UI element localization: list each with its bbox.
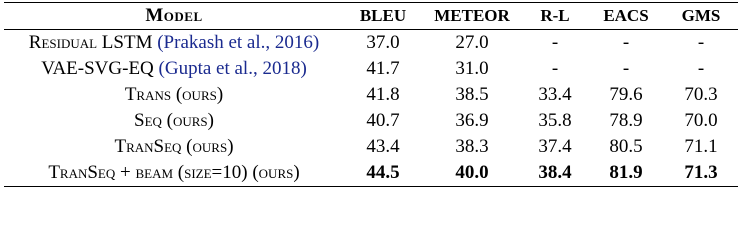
gms-cell: 70.0: [684, 110, 718, 131]
meteor-cell: 40.0: [422, 160, 522, 187]
gms-cell: 70.3: [684, 84, 718, 105]
table-row: [4, 134, 738, 160]
bleu-cell: 44.5: [344, 160, 422, 187]
meteor-cell: 27.0: [455, 32, 489, 53]
header-eacs: EACS: [588, 3, 664, 30]
eacs-cell: 79.6: [609, 84, 643, 105]
gms-cell: -: [697, 58, 705, 79]
meteor-cell: 36.9: [455, 110, 489, 131]
header-row: [4, 3, 738, 30]
eacs-cell: 80.5: [609, 136, 643, 157]
header-gms: GMS: [664, 3, 738, 30]
table-row: [4, 82, 738, 108]
rl-cell: -: [551, 58, 559, 79]
rl-cell: 33.4: [538, 84, 572, 105]
model-name: TranSeq + beam (size=10) (ours): [4, 160, 344, 187]
gms-cell: -: [697, 32, 705, 53]
table-row: [4, 108, 738, 134]
rl-cell: 35.8: [538, 110, 572, 131]
header-model: Model: [4, 3, 344, 30]
citation-link[interactable]: (Prakash et al., 2016): [157, 32, 320, 53]
header-rl: R-L: [522, 3, 588, 30]
results-table: [4, 2, 738, 187]
bleu-cell: 41.7: [366, 58, 400, 79]
eacs-cell: -: [622, 32, 630, 53]
header-meteor: METEOR: [422, 3, 522, 30]
eacs-cell: 81.9: [588, 160, 664, 187]
bleu-cell: 40.7: [366, 110, 400, 131]
rl-cell: -: [551, 32, 559, 53]
bleu-cell: 43.4: [366, 136, 400, 157]
meteor-cell: 38.5: [455, 84, 489, 105]
table-row: [4, 56, 738, 82]
eacs-cell: 78.9: [609, 110, 643, 131]
eacs-cell: -: [622, 58, 630, 79]
model-name: TranSeq (ours): [114, 136, 234, 157]
rl-cell: 37.4: [538, 136, 572, 157]
gms-cell: 71.1: [684, 136, 718, 157]
rl-cell: 38.4: [522, 160, 588, 187]
model-cell: [4, 30, 344, 57]
gms-cell: 71.3: [664, 160, 738, 187]
bleu-cell: 37.0: [366, 32, 400, 53]
table-row: [4, 30, 738, 57]
model-name: VAE-SVG-EQ: [41, 58, 154, 79]
model-name: Seq (ours): [134, 110, 214, 131]
citation-link[interactable]: (Gupta et al., 2018): [158, 58, 307, 79]
meteor-cell: 38.3: [455, 136, 489, 157]
header-bleu: BLEU: [344, 3, 422, 30]
meteor-cell: 31.0: [455, 58, 489, 79]
bleu-cell: 41.8: [366, 84, 400, 105]
table-row-best: [4, 160, 738, 187]
model-name: Residual LSTM: [28, 32, 153, 53]
model-cell: [4, 56, 344, 82]
model-name: Trans (ours): [124, 84, 224, 105]
